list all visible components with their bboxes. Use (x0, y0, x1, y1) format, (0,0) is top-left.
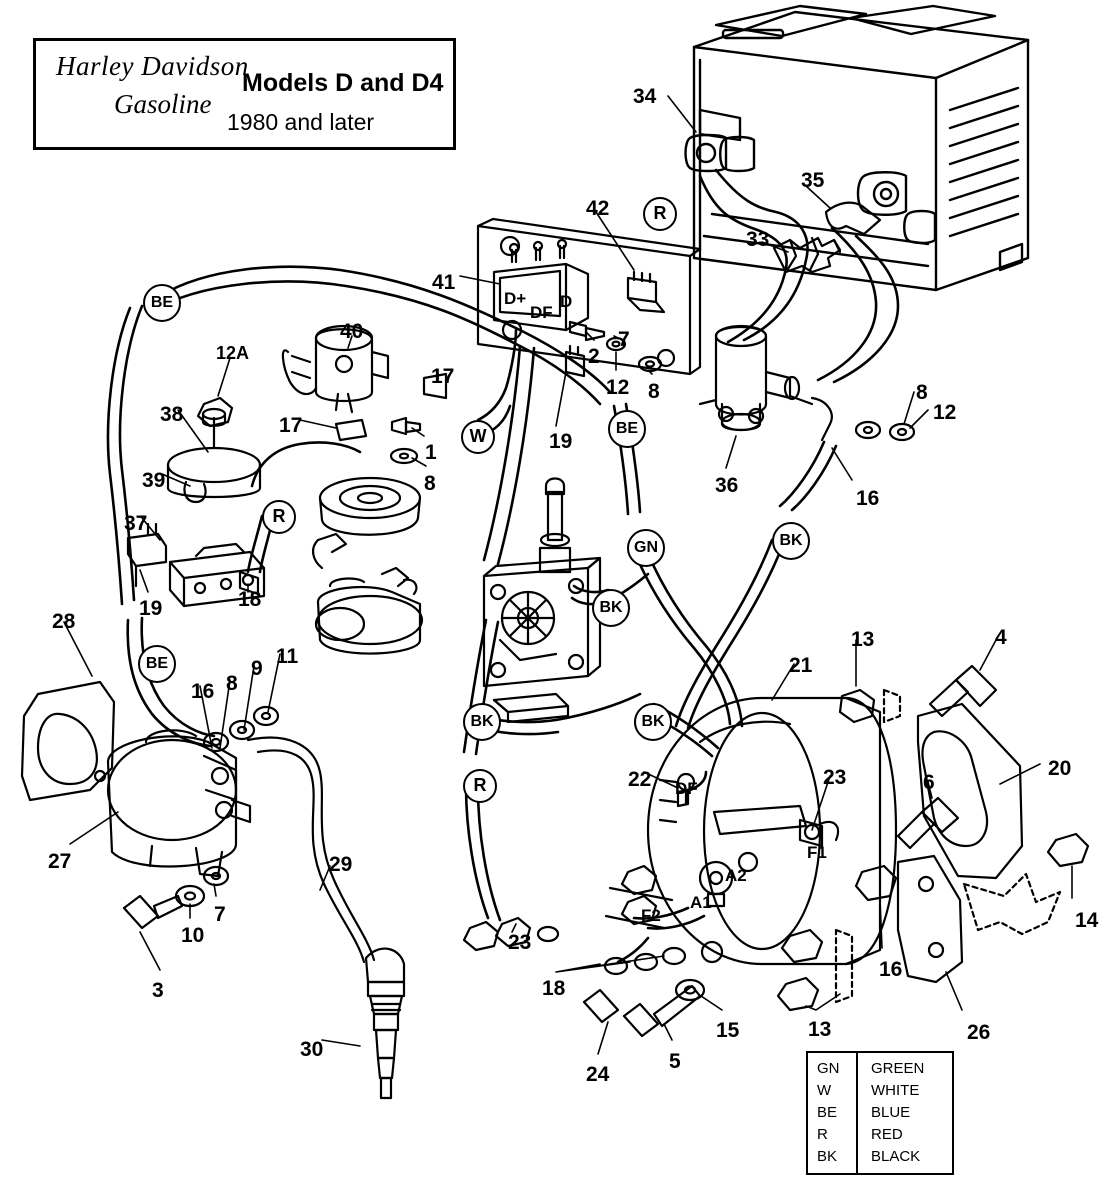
title-years: 1980 and later (227, 109, 375, 135)
legend-name: WHITE (871, 1082, 920, 1099)
callout-number: 28 (52, 610, 76, 633)
callout-number: 12 (606, 376, 630, 399)
legend-code: BK (817, 1148, 838, 1165)
callout-number: 42 (586, 197, 610, 220)
callout-number: 27 (48, 850, 72, 873)
battery-box (686, 6, 1029, 290)
wire-code-badge: BK (634, 703, 672, 741)
callout-number: 40 (340, 320, 364, 343)
callout-number: 16 (191, 680, 215, 703)
callout-number: 17 (279, 414, 303, 437)
callout-number: 7 (618, 328, 630, 351)
callout-number: 35 (801, 169, 825, 192)
fasteners (124, 374, 1088, 1036)
legend-name: BLUE (871, 1104, 911, 1121)
callout-number: 20 (1048, 757, 1072, 780)
callout-number: 8 (226, 672, 238, 695)
callout-number: 34 (633, 85, 657, 108)
callout-number: 5 (669, 1050, 681, 1073)
callout-number: 39 (142, 469, 166, 492)
battery-cables (700, 170, 898, 382)
callout-number: 26 (967, 1021, 991, 1044)
callout-number: 9 (251, 657, 263, 680)
callout-number: 22 (628, 768, 652, 791)
bracket-26 (898, 856, 962, 982)
wire-code-badge: BK (592, 589, 630, 627)
callout-number: 8 (424, 472, 436, 495)
terminal-label: D+ (504, 289, 527, 308)
legend-codes (817, 1058, 840, 1168)
callout-number: 36 (715, 474, 739, 497)
callout-number: 17 (431, 365, 455, 388)
terminal-label: F1 (807, 843, 827, 862)
wire-code-badge: BK (463, 703, 501, 741)
assembly-middle-left (313, 534, 422, 654)
legend-names (871, 1058, 924, 1168)
legend-code: BE (817, 1104, 838, 1121)
title-brand: Harley Davidson (56, 51, 249, 81)
callout-number: 37 (124, 512, 148, 535)
callout-number: 15 (716, 1019, 740, 1042)
bracket-28 (22, 682, 114, 800)
callout-number: 16 (856, 487, 880, 510)
wire-code-badge: R (463, 769, 497, 803)
callout-number: 16 (879, 958, 903, 981)
legend-name: RED (871, 1126, 903, 1143)
callout-number: 14 (1075, 909, 1099, 932)
callout-number: 24 (586, 1063, 610, 1086)
wire-color-legend (806, 1051, 954, 1175)
regulator-panel (478, 219, 914, 440)
terminal-label: A1 (690, 893, 712, 912)
wire-code-badge: W (461, 420, 495, 454)
callout-number: 10 (181, 924, 205, 947)
callout-number: 1 (425, 441, 437, 464)
starter-motor-27 (108, 730, 250, 876)
callout-number: 11 (276, 645, 299, 668)
fan-14 (964, 874, 1060, 934)
callout-number: 2 (588, 345, 600, 368)
legend-code: R (817, 1126, 828, 1143)
ignition-switch-40 (283, 326, 388, 412)
solenoid-36 (700, 326, 832, 440)
legend-name: GREEN (871, 1060, 925, 1077)
plug-wire-29 (248, 738, 374, 962)
callout-number: 23 (823, 766, 847, 789)
legend-code: W (817, 1082, 832, 1099)
callout-number: 8 (648, 380, 660, 403)
terminal-plate (484, 479, 600, 723)
spark-plug-30 (366, 949, 404, 1098)
callout-number: 38 (160, 403, 184, 426)
terminal-label: D (560, 292, 573, 311)
callout-number: 18 (542, 977, 566, 1000)
callout-number: 19 (139, 597, 163, 620)
terminal-label: F2 (641, 906, 661, 925)
horn-assembly (320, 478, 420, 535)
callout-number: 12 (933, 401, 957, 424)
callout-number: 41 (432, 271, 456, 294)
callout-number: 12A (216, 343, 250, 363)
callout-number: 21 (789, 654, 813, 677)
wire-code-badge: R (262, 500, 296, 534)
terminal-label: DF (675, 779, 698, 798)
callout-number: 19 (549, 430, 573, 453)
legend-divider (856, 1053, 858, 1173)
callout-number: 7 (214, 903, 226, 926)
callout-number: 3 (152, 979, 164, 1002)
callout-number: 6 (923, 771, 935, 794)
title-block (33, 38, 456, 150)
wire-code-badge: BE (138, 645, 176, 683)
callout-number: 4 (995, 626, 1007, 649)
terminal-label: DF (530, 303, 553, 322)
wire-code-badge: BE (143, 284, 181, 322)
wiring-harness (108, 267, 836, 962)
legend-name: BLACK (871, 1148, 921, 1165)
wire-code-badge: R (643, 197, 677, 231)
callout-number: 8 (916, 381, 928, 404)
callout-number: 13 (808, 1018, 832, 1041)
callout-number: 13 (851, 628, 875, 651)
wire-code-badge: BE (608, 410, 646, 448)
terminal-label: A2 (725, 866, 747, 885)
callout-number: 18 (238, 588, 262, 611)
title-fuel: Gasoline (114, 89, 212, 119)
callout-number: 33 (746, 228, 770, 251)
callout-number: 30 (300, 1038, 324, 1061)
wire-code-badge: GN (627, 529, 665, 567)
callout-number: 23 (508, 931, 532, 954)
callout-number: 29 (329, 853, 353, 876)
title-models: Models D and D4 (242, 69, 444, 97)
legend-code: GN (817, 1060, 840, 1077)
wire-code-badge: BK (772, 522, 810, 560)
